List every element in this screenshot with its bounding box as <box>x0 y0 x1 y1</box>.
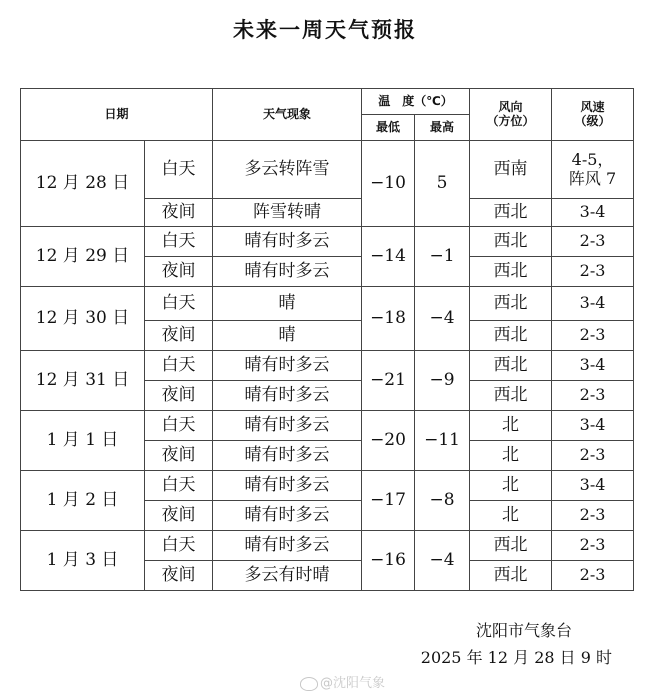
weather-cell: 晴有时多云 <box>213 227 362 257</box>
forecast-row <box>21 531 634 561</box>
weather-cell: 晴有时多云 <box>213 381 362 411</box>
weather-cell: 晴有时多云 <box>213 351 362 381</box>
wind-speed-cell: 3-4 <box>552 471 634 501</box>
header-row <box>21 89 634 115</box>
weather-cell: 晴 <box>213 287 362 321</box>
header-weather: 天气现象 <box>213 89 362 141</box>
forecast-row <box>21 411 634 441</box>
header-temp-high: 最高 <box>415 115 470 141</box>
weather-cell: 晴有时多云 <box>213 257 362 287</box>
watermark-text: @沈阳气象 <box>320 676 386 691</box>
period-cell: 夜间 <box>145 441 213 471</box>
date-cell: 1 月 2 日 <box>21 471 145 531</box>
wind-direction-cell: 西北 <box>470 381 552 411</box>
forecast-row <box>21 471 634 501</box>
date-cell: 12 月 30 日 <box>21 287 145 351</box>
temp-high-cell: −11 <box>415 411 470 471</box>
wind-direction-cell: 西北 <box>470 257 552 287</box>
weather-cell: 晴 <box>213 321 362 351</box>
weather-cell: 晴有时多云 <box>213 441 362 471</box>
wind-direction-cell: 西北 <box>470 287 552 321</box>
weather-cell: 晴有时多云 <box>213 471 362 501</box>
wind-speed-cell: 4-5， 阵风 7 <box>552 141 634 199</box>
temp-low-cell: −17 <box>362 471 415 531</box>
wind-direction-cell: 西北 <box>470 321 552 351</box>
date-cell: 12 月 31 日 <box>21 351 145 411</box>
temp-low-cell: −14 <box>362 227 415 287</box>
header-wind-speed: 风速 （级） <box>552 89 634 141</box>
wind-speed-cell: 2-3 <box>552 257 634 287</box>
temp-low-cell: −10 <box>362 141 415 227</box>
wind-direction-cell: 西南 <box>470 141 552 199</box>
weather-cell: 阵雪转晴 <box>213 199 362 227</box>
weather-cell: 多云转阵雪 <box>213 141 362 199</box>
forecast-row <box>21 227 634 257</box>
wind-speed-cell: 2-3 <box>552 381 634 411</box>
temp-low-cell: −16 <box>362 531 415 591</box>
header-wind-direction: 风向 （方位） <box>470 89 552 141</box>
page-title: 未来一周天气预报 <box>233 18 417 42</box>
wind-speed-cell: 3-4 <box>552 287 634 321</box>
wind-direction-cell: 西北 <box>470 351 552 381</box>
wind-speed-cell: 2-3 <box>552 531 634 561</box>
period-cell: 白天 <box>145 227 213 257</box>
wind-speed-cell: 3-4 <box>552 199 634 227</box>
weather-cell: 多云有时晴 <box>213 561 362 591</box>
temp-high-cell: −9 <box>415 351 470 411</box>
temp-high-cell: −8 <box>415 471 470 531</box>
wind-speed-cell: 3-4 <box>552 351 634 381</box>
temp-high-cell: −1 <box>415 227 470 287</box>
period-cell: 夜间 <box>145 321 213 351</box>
wind-speed-cell: 2-3 <box>552 501 634 531</box>
forecast-table <box>20 88 634 591</box>
wind-direction-cell: 西北 <box>470 227 552 257</box>
footer-issue-time: 2025 年 12 月 28 日 9 时 <box>420 648 612 667</box>
header-temp-low: 最低 <box>362 115 415 141</box>
temp-high-cell: −4 <box>415 287 470 351</box>
period-cell: 夜间 <box>145 199 213 227</box>
watermark <box>300 672 385 691</box>
period-cell: 夜间 <box>145 381 213 411</box>
forecast-row <box>21 287 634 321</box>
wind-direction-cell: 北 <box>470 441 552 471</box>
date-cell: 12 月 29 日 <box>21 227 145 287</box>
weibo-icon <box>300 677 318 691</box>
period-cell: 白天 <box>145 531 213 561</box>
period-cell: 白天 <box>145 287 213 321</box>
temp-low-cell: −20 <box>362 411 415 471</box>
period-cell: 白天 <box>145 471 213 501</box>
period-cell: 夜间 <box>145 501 213 531</box>
period-cell: 白天 <box>145 351 213 381</box>
header-date: 日期 <box>21 89 213 141</box>
wind-speed-cell: 2-3 <box>552 561 634 591</box>
temp-high-cell: −4 <box>415 531 470 591</box>
weather-cell: 晴有时多云 <box>213 501 362 531</box>
period-cell: 夜间 <box>145 561 213 591</box>
forecast-row <box>21 351 634 381</box>
period-cell: 夜间 <box>145 257 213 287</box>
wind-direction-cell: 西北 <box>470 531 552 561</box>
temp-low-cell: −18 <box>362 287 415 351</box>
footer-organization: 沈阳市气象台 <box>475 621 572 640</box>
wind-direction-cell: 北 <box>470 471 552 501</box>
date-cell: 1 月 3 日 <box>21 531 145 591</box>
header-temp: 温 度（℃） <box>362 89 470 115</box>
weather-cell: 晴有时多云 <box>213 411 362 441</box>
period-cell: 白天 <box>145 141 213 199</box>
date-cell: 12 月 28 日 <box>21 141 145 227</box>
wind-direction-cell: 西北 <box>470 199 552 227</box>
weather-cell: 晴有时多云 <box>213 531 362 561</box>
wind-speed-cell: 3-4 <box>552 411 634 441</box>
forecast-body <box>21 89 634 591</box>
wind-direction-cell: 北 <box>470 411 552 441</box>
wind-speed-cell: 2-3 <box>552 321 634 351</box>
wind-speed-cell: 2-3 <box>552 441 634 471</box>
wind-direction-cell: 北 <box>470 501 552 531</box>
temp-low-cell: −21 <box>362 351 415 411</box>
date-cell: 1 月 1 日 <box>21 411 145 471</box>
forecast-row <box>21 141 634 199</box>
wind-direction-cell: 西北 <box>470 561 552 591</box>
period-cell: 白天 <box>145 411 213 441</box>
temp-high-cell: 5 <box>415 141 470 227</box>
wind-speed-cell: 2-3 <box>552 227 634 257</box>
